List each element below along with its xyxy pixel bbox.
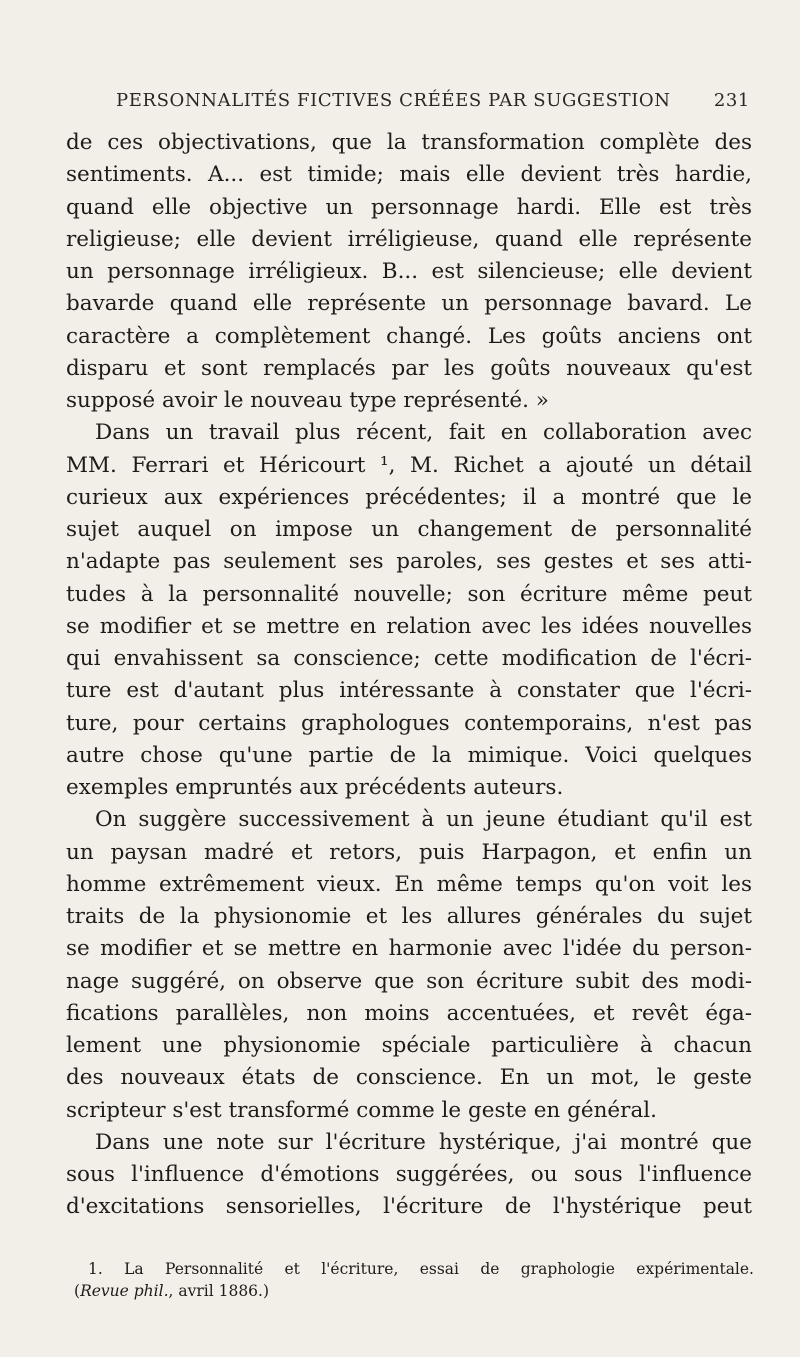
text-line: sentiments. A... est timide; mais elle devient très hardie, bbox=[66, 162, 752, 188]
text-line: un personnage irréligieux. B... est silencieuse; elle devient bbox=[66, 259, 752, 284]
text-line: ture, pour certains graphologues contemporains, n'est pas bbox=[66, 710, 752, 736]
text-line: traits de la physionomie et les allures générales du sujet bbox=[66, 904, 752, 929]
text-line: sous l'influence d'émotions suggérées, ou sous l'influence bbox=[66, 1162, 752, 1187]
text-line: des nouveaux états de conscience. En un mot, le geste bbox=[66, 1065, 752, 1091]
text-line: quand elle objective un personnage hardi. Elle est très bbox=[66, 194, 752, 220]
footnote-line bbox=[74, 1258, 754, 1280]
text-line: sujet auquel on impose un changement de personnalité bbox=[66, 517, 752, 542]
text-line: se modifier et se mettre en relation avec les idées nouvelles bbox=[66, 613, 752, 639]
text-line: supposé avoir le nouveau type représenté. » bbox=[66, 388, 549, 413]
text-line: autre chose qu'une partie de la mimique. Voici quelques bbox=[66, 742, 752, 768]
text-line: caractère a complètement changé. Les goûts anciens ont bbox=[66, 323, 752, 349]
text-line: ture est d'autant plus intéressante à constater que l'écri- bbox=[66, 678, 752, 704]
text-line: homme extrêmement vieux. En même temps qu'on voit les bbox=[66, 871, 752, 897]
text-line: scripteur s'est transformé comme le geste en général. bbox=[66, 1097, 657, 1123]
body-text bbox=[66, 127, 752, 1224]
text-line: religieuse; elle devient irréligieuse, quand elle représente bbox=[66, 226, 752, 252]
text-line: de ces objectivations, que la transformation complète des bbox=[66, 130, 752, 155]
text-line: un paysan madré et retors, puis Harpagon, et enfin un bbox=[66, 839, 752, 865]
text-line: Dans une note sur l'écriture hystérique, j'ai montré que bbox=[95, 1129, 752, 1155]
footnote-line bbox=[74, 1280, 754, 1302]
text-line: tudes à la personnalité nouvelle; son écriture même peut bbox=[66, 581, 752, 607]
text-line: qui envahissent sa conscience; cette modification de l'écri- bbox=[66, 646, 752, 671]
text-line: fications parallèles, non moins accentuées, et revêt éga- bbox=[66, 1000, 752, 1026]
text-line: exemples empruntés aux précédents auteurs. bbox=[66, 775, 564, 800]
text-line: d'excitations sensorielles, l'écriture de l'hystérique peut bbox=[66, 1194, 752, 1220]
page-number: 231 bbox=[713, 90, 750, 111]
footnote-number: 1. bbox=[88, 1260, 103, 1278]
footnote-text: La Personnalité et l'écriture, essai de graphologie expérimentale. bbox=[124, 1260, 754, 1278]
footnote-paren: ( bbox=[74, 1282, 81, 1300]
footnote-date: , avril 1886.) bbox=[168, 1282, 270, 1300]
text-line: nage suggéré, on observe que son écriture subit des modi- bbox=[66, 968, 752, 994]
footnote bbox=[74, 1258, 754, 1302]
running-title: PERSONNALITÉS FICTIVES CRÉÉES PAR SUGGESTION bbox=[116, 90, 671, 111]
text-line: se modifier et se mettre en harmonie avec l'idée du person- bbox=[66, 936, 752, 962]
text-line: n'adapte pas seulement ses paroles, ses gestes et ses atti- bbox=[66, 549, 752, 575]
text-line: bavarde quand elle représente un personnage bavard. Le bbox=[66, 291, 752, 317]
running-head bbox=[116, 90, 756, 120]
text-line: lement une physionomie spéciale particulière à chacun bbox=[66, 1033, 752, 1058]
text-line: MM. Ferrari et Héricourt ¹, M. Richet a ajouté un détail bbox=[66, 452, 752, 478]
text-line: curieux aux expériences précédentes; il a montré que le bbox=[66, 484, 752, 510]
footnote-journal: Revue phil. bbox=[80, 1282, 169, 1300]
text-line: disparu et sont remplacés par les goûts nouveaux qu'est bbox=[66, 355, 752, 381]
text-line: On suggère successivement à un jeune étudiant qu'il est bbox=[95, 807, 752, 833]
text-line: Dans un travail plus récent, fait en collaboration avec bbox=[95, 420, 752, 446]
